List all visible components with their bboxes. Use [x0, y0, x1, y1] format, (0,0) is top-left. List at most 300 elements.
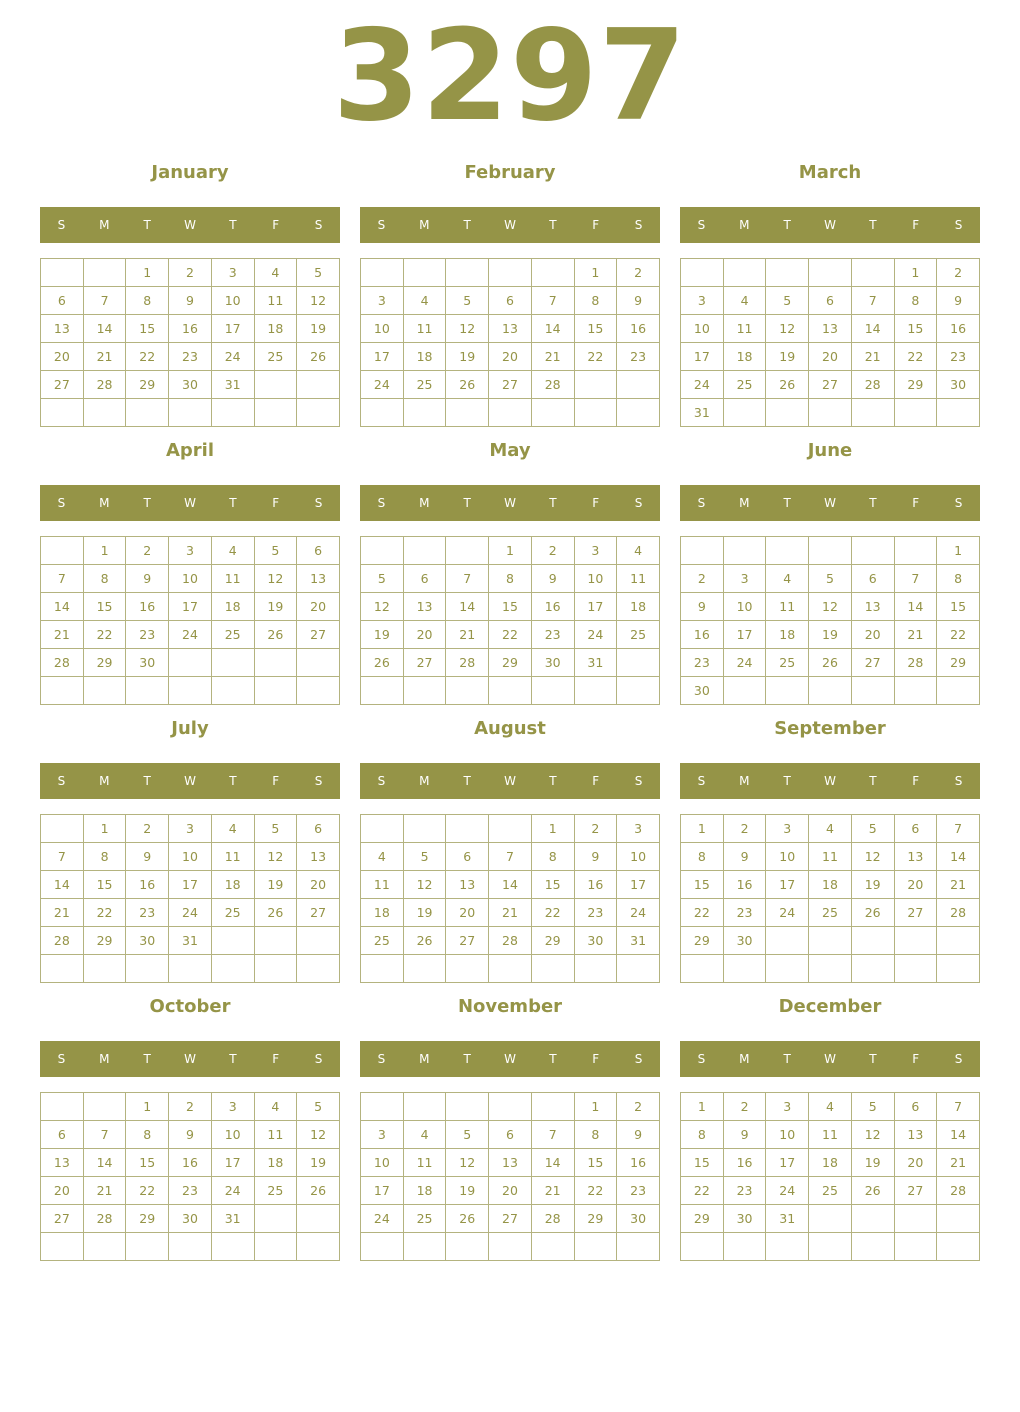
- day-cell: [403, 1233, 446, 1261]
- day-cell: 29: [83, 927, 126, 955]
- day-cell: 14: [851, 315, 894, 343]
- day-cell: 5: [403, 843, 446, 871]
- day-cell: 24: [169, 899, 212, 927]
- weekday-label: T: [229, 496, 237, 510]
- weekday-label: F: [912, 1052, 920, 1066]
- day-cell: [254, 955, 297, 983]
- weekday-label: F: [592, 1052, 600, 1066]
- week-row: [681, 1205, 980, 1233]
- day-cell: [937, 1233, 980, 1261]
- day-cell: 19: [446, 343, 489, 371]
- weekday-label: W: [184, 774, 196, 788]
- day-cell: [531, 955, 574, 983]
- day-cell: 30: [531, 649, 574, 677]
- weekday-label: S: [634, 774, 643, 788]
- day-cell: 30: [126, 927, 169, 955]
- day-cell: 25: [403, 1205, 446, 1233]
- weekday-label: M: [739, 1052, 750, 1066]
- week-row: [681, 1093, 980, 1121]
- week-row: [681, 287, 980, 315]
- day-cell: 21: [894, 621, 937, 649]
- day-cell: [766, 399, 809, 427]
- weekday-label: F: [272, 1052, 280, 1066]
- day-cell: 18: [211, 593, 254, 621]
- day-cell: 25: [723, 371, 766, 399]
- day-cell: [446, 399, 489, 427]
- week-row: [41, 315, 340, 343]
- day-cell: 29: [83, 649, 126, 677]
- day-cell: 26: [254, 621, 297, 649]
- day-cell: [211, 955, 254, 983]
- day-cell: [937, 955, 980, 983]
- day-cell: 16: [126, 593, 169, 621]
- day-grid: [360, 258, 660, 427]
- day-cell: 19: [766, 343, 809, 371]
- day-cell: 18: [211, 871, 254, 899]
- weekday-label: T: [463, 1052, 471, 1066]
- day-cell: 17: [574, 593, 617, 621]
- day-cell: 19: [254, 871, 297, 899]
- weekday-label: M: [99, 1052, 110, 1066]
- day-cell: [574, 955, 617, 983]
- day-cell: 28: [937, 1177, 980, 1205]
- day-cell: 2: [126, 815, 169, 843]
- day-cell: [211, 927, 254, 955]
- day-cell: 1: [83, 815, 126, 843]
- day-cell: 10: [361, 315, 404, 343]
- weekday-label: F: [272, 218, 280, 232]
- weekday-label: S: [697, 218, 706, 232]
- day-cell: 5: [361, 565, 404, 593]
- weekday-label: S: [697, 496, 706, 510]
- day-cell: [531, 259, 574, 287]
- day-cell: [403, 677, 446, 705]
- day-cell: 27: [297, 621, 340, 649]
- day-cell: 15: [894, 315, 937, 343]
- weekday-label: S: [57, 774, 66, 788]
- day-cell: 15: [531, 871, 574, 899]
- day-cell: 9: [126, 843, 169, 871]
- day-cell: 3: [617, 815, 660, 843]
- day-cell: 17: [766, 1149, 809, 1177]
- day-cell: 28: [851, 371, 894, 399]
- day-cell: 23: [531, 621, 574, 649]
- week-row: [361, 1177, 660, 1205]
- weekday-label: S: [314, 496, 323, 510]
- week-row: [41, 955, 340, 983]
- day-cell: [894, 399, 937, 427]
- week-row: [41, 537, 340, 565]
- week-row: [681, 871, 980, 899]
- day-cell: 13: [489, 1149, 532, 1177]
- day-cell: 29: [489, 649, 532, 677]
- day-cell: 24: [574, 621, 617, 649]
- day-cell: 21: [489, 899, 532, 927]
- week-row: [41, 287, 340, 315]
- weekday-label: S: [634, 496, 643, 510]
- day-cell: 23: [126, 899, 169, 927]
- month-name: November: [457, 996, 563, 1017]
- day-cell: 21: [446, 621, 489, 649]
- day-cell: 29: [126, 1205, 169, 1233]
- week-row: [361, 259, 660, 287]
- day-cell: 9: [126, 565, 169, 593]
- day-cell: 3: [723, 565, 766, 593]
- week-row: [41, 1093, 340, 1121]
- day-cell: 11: [211, 843, 254, 871]
- day-grid: [360, 1092, 660, 1261]
- day-cell: 14: [41, 871, 84, 899]
- day-cell: 18: [617, 593, 660, 621]
- day-cell: [403, 259, 446, 287]
- day-cell: 19: [254, 593, 297, 621]
- day-cell: [41, 537, 84, 565]
- week-row: [41, 259, 340, 287]
- day-cell: 12: [297, 1121, 340, 1149]
- day-cell: 3: [361, 287, 404, 315]
- day-cell: [766, 537, 809, 565]
- weekday-label: T: [463, 218, 471, 232]
- day-cell: [126, 677, 169, 705]
- day-cell: 15: [681, 1149, 724, 1177]
- day-cell: 7: [937, 1093, 980, 1121]
- day-cell: [446, 1233, 489, 1261]
- day-cell: 6: [851, 565, 894, 593]
- day-cell: 5: [297, 1093, 340, 1121]
- day-cell: 14: [83, 1149, 126, 1177]
- day-cell: [41, 1233, 84, 1261]
- day-cell: 27: [41, 371, 84, 399]
- day-cell: [489, 815, 532, 843]
- day-cell: 27: [403, 649, 446, 677]
- day-cell: 24: [361, 1205, 404, 1233]
- week-row: [361, 1205, 660, 1233]
- day-cell: 26: [254, 899, 297, 927]
- day-cell: 13: [851, 593, 894, 621]
- day-cell: 29: [126, 371, 169, 399]
- day-cell: 19: [851, 1149, 894, 1177]
- day-cell: 17: [169, 871, 212, 899]
- day-cell: 9: [937, 287, 980, 315]
- day-cell: 3: [766, 815, 809, 843]
- week-row: [361, 371, 660, 399]
- day-cell: 5: [254, 537, 297, 565]
- weekday-label: S: [57, 218, 66, 232]
- day-cell: 21: [937, 871, 980, 899]
- day-cell: 8: [574, 287, 617, 315]
- day-cell: 26: [851, 1177, 894, 1205]
- week-row: [41, 1177, 340, 1205]
- day-cell: 5: [766, 287, 809, 315]
- day-cell: [617, 399, 660, 427]
- day-cell: [211, 677, 254, 705]
- month-name: January: [151, 162, 229, 183]
- day-cell: 23: [681, 649, 724, 677]
- day-cell: 22: [681, 899, 724, 927]
- weekday-label: T: [143, 496, 151, 510]
- week-row: [681, 621, 980, 649]
- day-cell: [809, 399, 852, 427]
- day-cell: 13: [894, 1121, 937, 1149]
- week-row: [681, 593, 980, 621]
- day-cell: 20: [489, 1177, 532, 1205]
- day-cell: [41, 399, 84, 427]
- day-cell: [169, 1233, 212, 1261]
- day-cell: 20: [489, 343, 532, 371]
- day-cell: 14: [894, 593, 937, 621]
- day-cell: 8: [681, 1121, 724, 1149]
- day-cell: 3: [681, 287, 724, 315]
- day-cell: 24: [766, 899, 809, 927]
- day-cell: 16: [937, 315, 980, 343]
- day-cell: [446, 955, 489, 983]
- day-cell: 1: [489, 537, 532, 565]
- weekday-label: T: [143, 218, 151, 232]
- week-row: [681, 537, 980, 565]
- weekday-label: F: [912, 496, 920, 510]
- day-cell: 2: [169, 1093, 212, 1121]
- day-cell: 11: [403, 1149, 446, 1177]
- day-cell: 22: [574, 1177, 617, 1205]
- weekday-label: S: [954, 774, 963, 788]
- day-cell: [254, 927, 297, 955]
- day-cell: 31: [681, 399, 724, 427]
- day-cell: 8: [574, 1121, 617, 1149]
- day-cell: 10: [361, 1149, 404, 1177]
- day-cell: [361, 677, 404, 705]
- day-cell: 16: [617, 1149, 660, 1177]
- day-cell: 14: [937, 1121, 980, 1149]
- day-cell: 25: [211, 899, 254, 927]
- day-cell: 1: [894, 259, 937, 287]
- day-cell: 11: [766, 593, 809, 621]
- week-row: [361, 565, 660, 593]
- day-cell: 7: [894, 565, 937, 593]
- weekday-label: S: [954, 1052, 963, 1066]
- day-cell: 30: [937, 371, 980, 399]
- weekday-label: M: [419, 774, 430, 788]
- day-cell: [41, 259, 84, 287]
- day-cell: 15: [574, 1149, 617, 1177]
- day-cell: [894, 677, 937, 705]
- day-cell: 29: [681, 927, 724, 955]
- weekday-label: S: [634, 218, 643, 232]
- day-cell: [809, 677, 852, 705]
- month-name: March: [798, 162, 862, 183]
- day-cell: 5: [851, 815, 894, 843]
- day-cell: 18: [361, 899, 404, 927]
- weekday-label: F: [912, 218, 920, 232]
- day-cell: 24: [211, 343, 254, 371]
- week-row: [681, 565, 980, 593]
- day-cell: 8: [937, 565, 980, 593]
- day-cell: [403, 815, 446, 843]
- week-row: [41, 899, 340, 927]
- weekday-label: W: [184, 218, 196, 232]
- day-cell: 4: [809, 815, 852, 843]
- day-cell: 7: [531, 1121, 574, 1149]
- weekday-label: F: [272, 496, 280, 510]
- day-cell: 15: [83, 871, 126, 899]
- weekday-label: W: [824, 218, 836, 232]
- day-cell: 6: [41, 287, 84, 315]
- day-cell: [446, 815, 489, 843]
- day-cell: 12: [446, 315, 489, 343]
- day-cell: 30: [574, 927, 617, 955]
- day-cell: 29: [531, 927, 574, 955]
- day-cell: 22: [894, 343, 937, 371]
- day-cell: 12: [254, 565, 297, 593]
- day-cell: 4: [723, 287, 766, 315]
- day-cell: 5: [254, 815, 297, 843]
- day-cell: 28: [531, 1205, 574, 1233]
- day-cell: [41, 815, 84, 843]
- day-cell: [254, 677, 297, 705]
- day-cell: 23: [126, 621, 169, 649]
- day-cell: 22: [83, 621, 126, 649]
- day-cell: 14: [446, 593, 489, 621]
- day-cell: 9: [723, 1121, 766, 1149]
- day-cell: 20: [297, 593, 340, 621]
- day-cell: 22: [531, 899, 574, 927]
- weekday-label: T: [463, 774, 471, 788]
- day-grid: [680, 814, 980, 983]
- week-row: [681, 955, 980, 983]
- day-cell: 28: [83, 1205, 126, 1233]
- day-cell: 2: [723, 815, 766, 843]
- month-name: July: [171, 718, 209, 739]
- day-cell: 27: [894, 1177, 937, 1205]
- day-cell: 16: [169, 1149, 212, 1177]
- day-cell: [851, 927, 894, 955]
- day-cell: [41, 1093, 84, 1121]
- day-cell: 16: [723, 871, 766, 899]
- day-cell: 4: [617, 537, 660, 565]
- day-cell: 28: [446, 649, 489, 677]
- day-cell: [617, 677, 660, 705]
- day-cell: 3: [211, 259, 254, 287]
- weekday-header: [40, 485, 340, 521]
- day-grid: [40, 814, 340, 983]
- week-row: [41, 343, 340, 371]
- day-cell: 16: [531, 593, 574, 621]
- day-cell: 9: [531, 565, 574, 593]
- day-cell: [169, 649, 212, 677]
- day-cell: 17: [723, 621, 766, 649]
- day-cell: 4: [403, 1121, 446, 1149]
- day-cell: 25: [361, 927, 404, 955]
- day-cell: 13: [446, 871, 489, 899]
- day-cell: 6: [403, 565, 446, 593]
- day-cell: 6: [894, 1093, 937, 1121]
- weekday-header: [360, 763, 660, 799]
- weekday-label: T: [869, 1052, 877, 1066]
- day-cell: 28: [41, 649, 84, 677]
- weekday-label: T: [783, 774, 791, 788]
- day-cell: 18: [254, 1149, 297, 1177]
- week-row: [361, 1233, 660, 1261]
- day-cell: [297, 1233, 340, 1261]
- day-cell: 15: [83, 593, 126, 621]
- day-cell: 21: [41, 899, 84, 927]
- day-grid: [680, 1092, 980, 1261]
- day-cell: 17: [766, 871, 809, 899]
- day-cell: [211, 399, 254, 427]
- weekday-label: W: [504, 774, 516, 788]
- day-cell: [851, 399, 894, 427]
- day-cell: 2: [723, 1093, 766, 1121]
- week-row: [361, 537, 660, 565]
- day-cell: 3: [211, 1093, 254, 1121]
- day-cell: 30: [723, 927, 766, 955]
- day-grid: [680, 258, 980, 427]
- day-cell: 28: [83, 371, 126, 399]
- day-cell: 9: [574, 843, 617, 871]
- day-cell: [723, 259, 766, 287]
- weekday-label: M: [419, 496, 430, 510]
- week-row: [681, 371, 980, 399]
- day-cell: 13: [489, 315, 532, 343]
- day-cell: 6: [297, 815, 340, 843]
- day-cell: 23: [169, 343, 212, 371]
- day-cell: 14: [83, 315, 126, 343]
- day-cell: [851, 677, 894, 705]
- week-row: [41, 621, 340, 649]
- day-cell: [937, 677, 980, 705]
- day-cell: 19: [851, 871, 894, 899]
- day-cell: 1: [681, 1093, 724, 1121]
- day-cell: 30: [617, 1205, 660, 1233]
- day-cell: [254, 1233, 297, 1261]
- day-cell: [894, 927, 937, 955]
- day-cell: [809, 927, 852, 955]
- day-cell: [489, 677, 532, 705]
- day-cell: [531, 1093, 574, 1121]
- day-cell: 17: [169, 593, 212, 621]
- weekday-label: F: [592, 496, 600, 510]
- day-cell: 30: [169, 371, 212, 399]
- day-cell: 25: [211, 621, 254, 649]
- week-row: [681, 315, 980, 343]
- day-cell: 20: [894, 871, 937, 899]
- weekday-label: S: [314, 218, 323, 232]
- day-cell: 2: [617, 259, 660, 287]
- weekday-label: S: [314, 774, 323, 788]
- day-cell: 26: [403, 927, 446, 955]
- day-cell: 27: [851, 649, 894, 677]
- day-cell: 14: [41, 593, 84, 621]
- day-cell: 13: [894, 843, 937, 871]
- day-cell: [126, 1233, 169, 1261]
- week-row: [681, 649, 980, 677]
- day-cell: 26: [297, 1177, 340, 1205]
- day-cell: 7: [83, 287, 126, 315]
- day-cell: [574, 399, 617, 427]
- weekday-label: F: [272, 774, 280, 788]
- day-cell: 5: [851, 1093, 894, 1121]
- weekday-label: F: [592, 774, 600, 788]
- day-cell: 31: [766, 1205, 809, 1233]
- day-cell: 12: [851, 843, 894, 871]
- day-cell: 16: [126, 871, 169, 899]
- day-cell: 28: [531, 371, 574, 399]
- day-cell: 16: [723, 1149, 766, 1177]
- day-cell: 14: [937, 843, 980, 871]
- day-cell: 6: [446, 843, 489, 871]
- weekday-label: M: [419, 1052, 430, 1066]
- day-cell: 13: [297, 843, 340, 871]
- day-cell: 4: [211, 815, 254, 843]
